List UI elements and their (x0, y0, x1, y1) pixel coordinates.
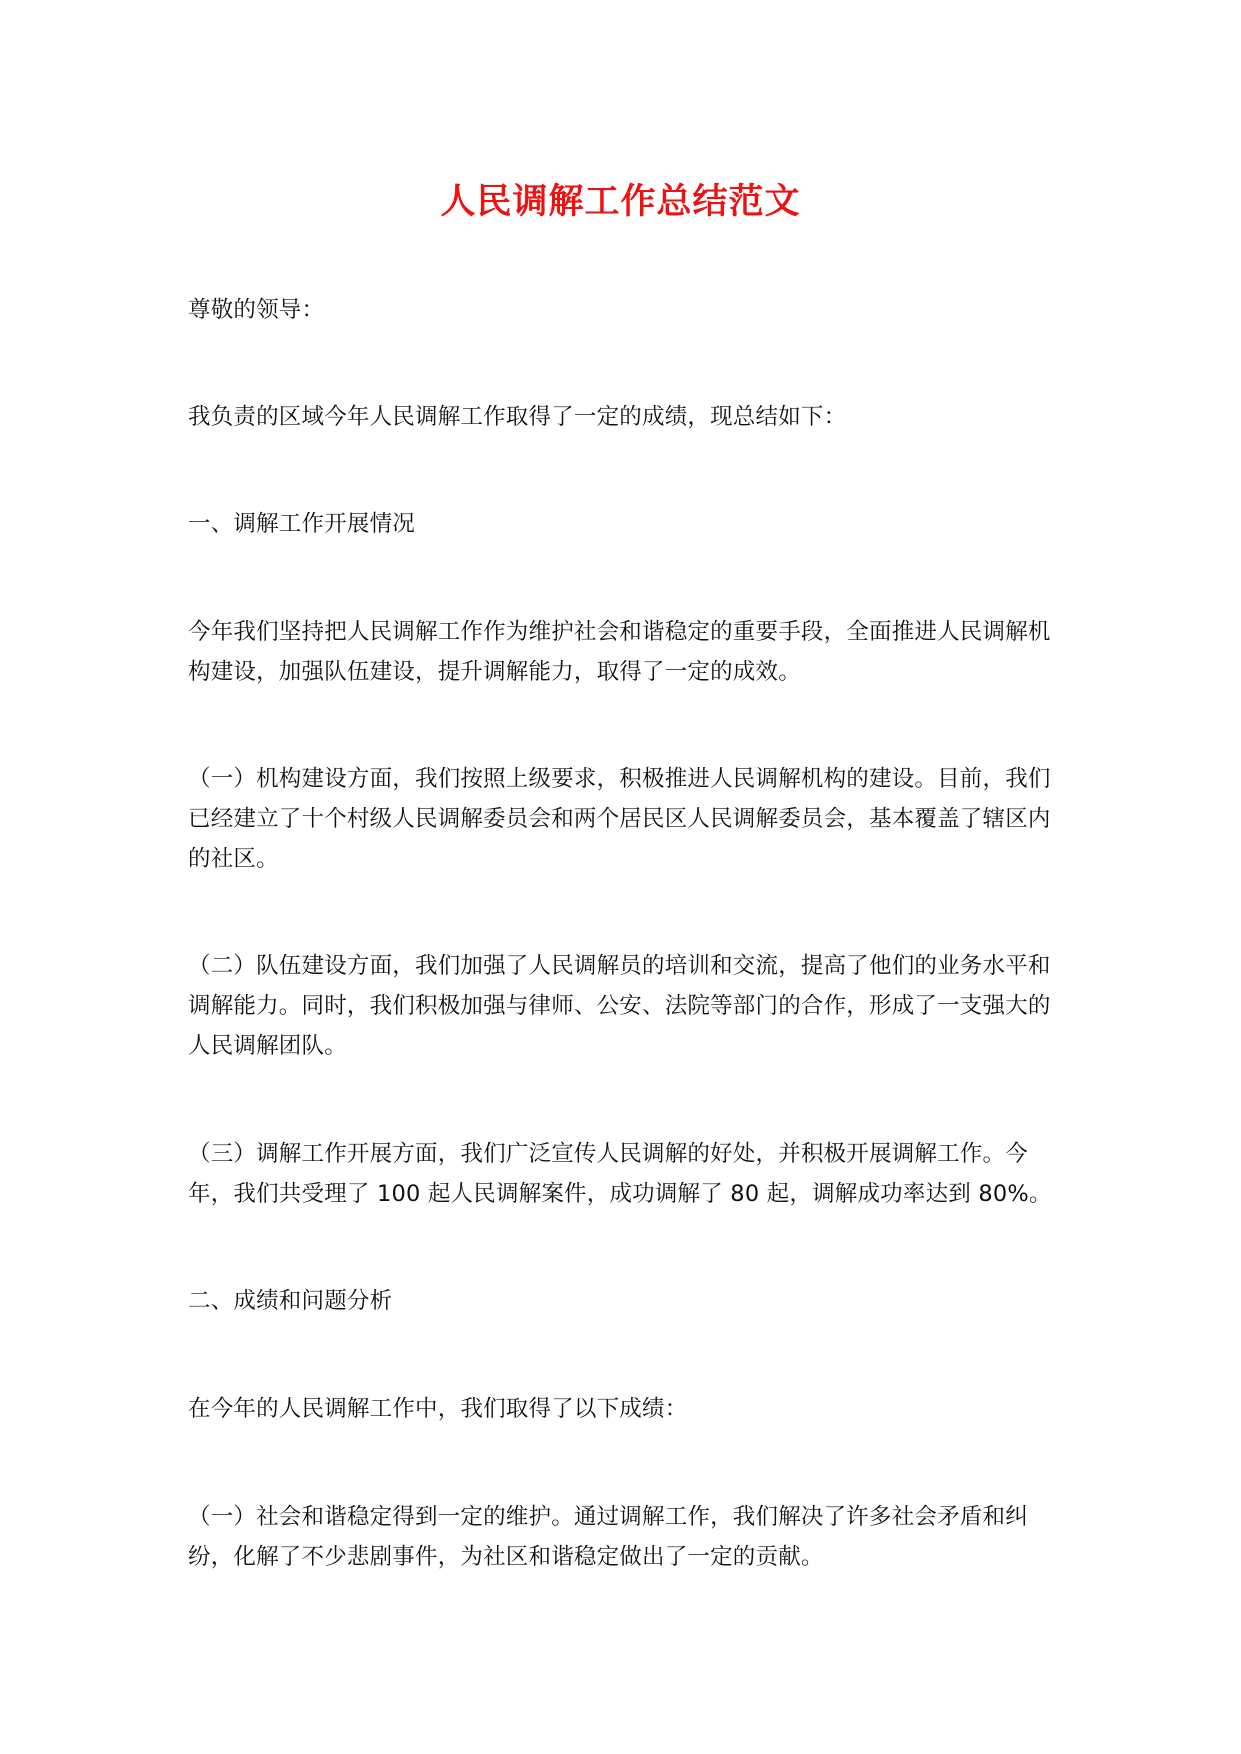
paragraph: 今年我们坚持把人民调解工作作为维护社会和谐稳定的重要手段，全面推进人民调解机构建设，加强队伍建设，提升调解能力，取得了一定的成效。 (188, 619, 1051, 685)
section-heading-1: 一、调解工作开展情况 (188, 511, 416, 537)
paragraph: （二）队伍建设方面，我们加强了人民调解员的培训和交流，提高了他们的业务水平和调解能力。同时，我们积极加强与律师、公安、法院等部门的合作，形成了一支强大的人民调解团队。 (188, 953, 1051, 1059)
section-heading-2: 二、成绩和问题分析 (188, 1288, 393, 1314)
document-title: 人民调解工作总结范文 (440, 182, 801, 222)
paragraph: 在今年的人民调解工作中，我们取得了以下成绩： (188, 1396, 688, 1422)
paragraph: （一）机构建设方面，我们按照上级要求，积极推进人民调解机构的建设。目前，我们已经建立了十个村级人民调解委员会和两个居民区人民调解委员会，基本覆盖了辖区内的社区。 (188, 766, 1051, 872)
paragraph: （一）社会和谐稳定得到一定的维护。通过调解工作，我们解决了许多社会矛盾和纠纷，化解了不少悲剧事件，为社区和谐稳定做出了一定的贡献。 (188, 1504, 1028, 1570)
salutation: 尊敬的领导： (188, 297, 325, 323)
intro-paragraph: 我负责的区域今年人民调解工作取得了一定的成绩，现总结如下： (188, 404, 847, 430)
paragraph: （三）调解工作开展方面，我们广泛宣传人民调解的好处，并积极开展调解工作。今年，我们共受理了 100 起人民调解案件，成功调解了 80 起，调解成功率达到 80%。 (188, 1141, 1052, 1207)
